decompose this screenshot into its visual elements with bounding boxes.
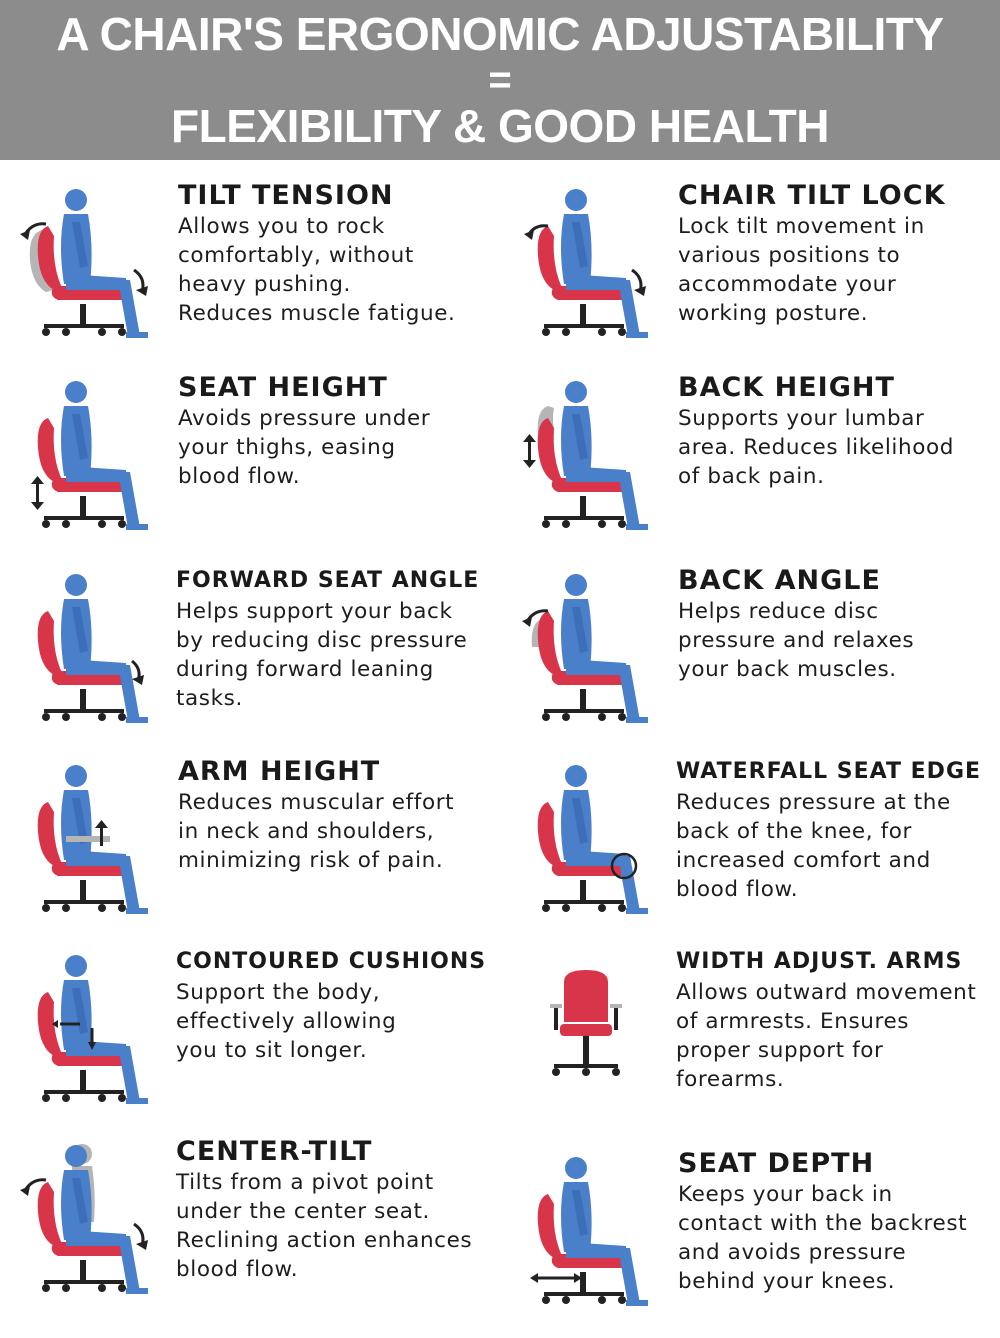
feature-title: WATERFALL SEAT EDGE: [676, 759, 982, 784]
header-banner: [0, 0, 1000, 160]
feature-title: SEAT HEIGHT: [178, 372, 388, 403]
feature-description: Support the body, effectively allowing you to sit longer.: [176, 980, 397, 1063]
feature-description: Reduces pressure at the back of the knee, for increased comfort and blood flow.: [676, 790, 951, 902]
chair-tilt-lock-icon: [514, 186, 664, 346]
feature-title: CHAIR TILT LOCK: [678, 180, 946, 211]
feature-title: FORWARD SEAT ANGLE: [176, 568, 480, 593]
feature-center-tilt: [0, 1136, 500, 1326]
header-title-line1: A CHAIR'S ERGONOMIC ADJUSTABILITY: [56, 8, 944, 60]
feature-description: Reduces muscular effort in neck and shoulders, minimizing risk of pain.: [178, 790, 455, 873]
feature-title: BACK HEIGHT: [678, 372, 895, 403]
feature-title: WIDTH ADJUST. ARMS: [676, 949, 963, 974]
feature-width-adjust-arms: [500, 946, 1000, 1136]
feature-chair-tilt-lock: [500, 180, 1000, 370]
feature-title: BACK ANGLE: [678, 565, 881, 596]
seat-depth-chair-icon: [514, 1154, 664, 1314]
feature-arm-height: [0, 756, 500, 946]
feature-forward-seat-angle: [0, 565, 500, 755]
waterfall-seat-edge-chair-icon: [514, 762, 664, 922]
feature-waterfall-seat-edge: [500, 756, 1000, 946]
feature-contoured-cushions: [0, 946, 500, 1136]
feature-description: Allows you to rock comfortably, without heavy pushing. Reduces muscle fatigue.: [178, 214, 456, 326]
feature-title: SEAT DEPTH: [678, 1148, 875, 1179]
feature-description: Supports your lumbar area. Reduces likelihood of back pain.: [678, 406, 954, 489]
feature-description: Avoids pressure under your thighs, easing blood flow.: [178, 406, 431, 489]
feature-description: Allows outward movement of armrests. Ensures proper support for forearms.: [676, 980, 977, 1092]
header-equals: =: [488, 58, 512, 102]
feature-description: Helps support your back by reducing disc pressure during forward leaning tasks.: [176, 599, 468, 711]
feature-title: CONTOURED CUSHIONS: [176, 949, 487, 974]
center-tilt-chair-icon: [14, 1142, 164, 1302]
seat-height-chair-icon: [14, 378, 164, 538]
feature-seat-height: [0, 372, 500, 562]
feature-description: Lock tilt movement in various positions to accommodate your working posture.: [678, 214, 925, 326]
feature-back-angle: [500, 565, 1000, 755]
feature-description: Tilts from a pivot point under the center seat. Reclining action enhances blood flow.: [176, 1170, 473, 1282]
feature-tilt-tension: [0, 180, 500, 370]
feature-back-height: [500, 372, 1000, 562]
feature-title: TILT TENSION: [178, 180, 394, 211]
feature-description: Keeps your back in contact with the backrest and avoids pressure behind your knees.: [678, 1182, 968, 1294]
arm-height-chair-icon: [14, 762, 164, 922]
forward-seat-angle-chair-icon: [14, 571, 164, 731]
feature-description: Helps reduce disc pressure and relaxes your back muscles.: [678, 599, 915, 682]
feature-title: CENTER-TILT: [176, 1136, 373, 1167]
header-title-line2: FLEXIBILITY & GOOD HEALTH: [171, 100, 829, 152]
contoured-cushions-chair-icon: [14, 952, 164, 1112]
feature-seat-depth: [500, 1148, 1000, 1338]
feature-title: ARM HEIGHT: [178, 756, 381, 787]
tilt-tension-chair-icon: [14, 186, 164, 346]
back-height-chair-icon: [514, 378, 664, 538]
width-adjust-arms-chair-icon: [514, 952, 664, 1112]
back-angle-chair-icon: [514, 571, 664, 731]
